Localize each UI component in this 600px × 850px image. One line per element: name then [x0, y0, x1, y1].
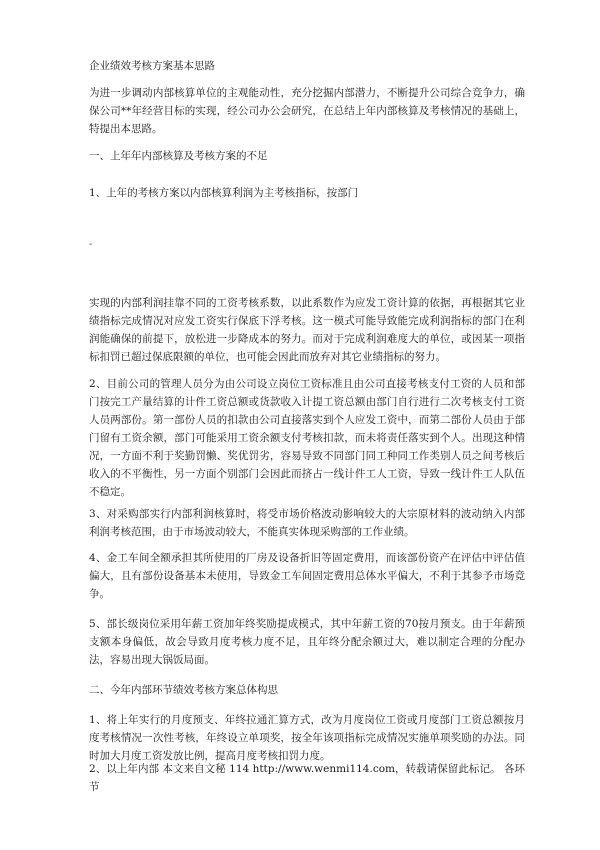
item-7-suffix: ，转载请保留此标记。 各环节 [89, 763, 526, 793]
dash-mark: - [89, 239, 93, 250]
section-2-item-2 [89, 760, 525, 796]
section-2-item-1: 1、将上年实行的月度预支、年终拉通汇算方式，改为月度岗位工资或月度部门工资总额按月度考核情况一次性考核，年终设立单项奖，按全年该项指标完成情况实施单项奖励的办法。同时加大月度工资发放比例，提高月度考核扣罚力度。 [89, 714, 525, 762]
item-1-body: 实现的内部利润挂靠不同的工资考核系数，以此系数作为应发工资计算的依据，再根据其它业绩指标完成情况对应发工资实行保底下浮考核。这一模式可能导致能完成利润指标的部门在利润能确保的前提下，放松进一步降成本的努力。而对于完成利润难度大的单位，或因某一项指标扣罚已超过保底限额的单位，也可能会因此而放弃对其它业绩指标的努力。 [89, 297, 525, 363]
document-title: 企业绩效考核方案基本思路 [89, 60, 215, 72]
source-link[interactable]: http://www.wenmi114.com [252, 763, 395, 775]
item-2-paragraph: 2、目前公司的管理人员分为由公司设立岗位工资标准且由公司直接考核支付工资的人员和部门按完工产量结算的计件工资总额或货款收入计提工资总额由部门自行进行二次考核支付工资人员两部份。第一部份人员的扣款由公司直接落实到个人应发工资中，而第二部份人员由于部门留有工资余额，部门可能采用工资余额支付考核扣款，而未将责任落实到个人。出现这种情况，一方面不利于奖勤罚懒、奖优罚劣，容易导致不同部门同工种同工作类别人员之间考核后收入的不平衡性，另一方面个别部门会因此而挤占一线计件工人工资，导致一线计件工人队伍不稳定。 [89, 378, 525, 498]
intro-paragraph: 为进一步调动内部核算单位的主观能动性，充分挖掘内部潜力，不断提升公司综合竞争力，确保公司**年经营目标的实现，经公司办公会研究，在总结上年内部核算及考核情况的基础上，特提出本思路。 [89, 87, 525, 135]
section-2-heading: 二、今年内部环节绩效考核方案总体构思 [89, 684, 278, 696]
item-3-paragraph: 3、对采购部实行内部利润核算时，将受市场价格波动影响较大的大宗原材料的波动纳入内部利润考核范围，由于市场波动较大，不能真实体现采购部的工作业绩。 [89, 508, 525, 538]
item-4-paragraph: 4、金工车间全额承担其所使用的厂房及设备折旧等固定费用，而该部份资产在评估中评估值偏大，且有部份设备基本未使用，导致金工车间固定费用总体水平偏大，不利于其参予市场竞争。 [89, 552, 525, 600]
item-1-heading: 1、上年的考核方案以内部核算利润为主考核指标，按部门 [89, 187, 359, 199]
section-1-heading: 一、上年年内部核算及考核方案的不足 [89, 150, 268, 162]
item-7-prefix: 2、以上年内部 本文来自文秘 114 [89, 763, 253, 775]
item-5-paragraph: 5、部长级岗位采用年薪工资加年终奖励提成模式，其中年薪工资的70按月预支。由于年薪预支额本身偏低，故会导致月度考核力度不足，且年终分配余额过大，难以制定合理的分配办法，容易出现大锅饭局面。 [89, 618, 525, 666]
